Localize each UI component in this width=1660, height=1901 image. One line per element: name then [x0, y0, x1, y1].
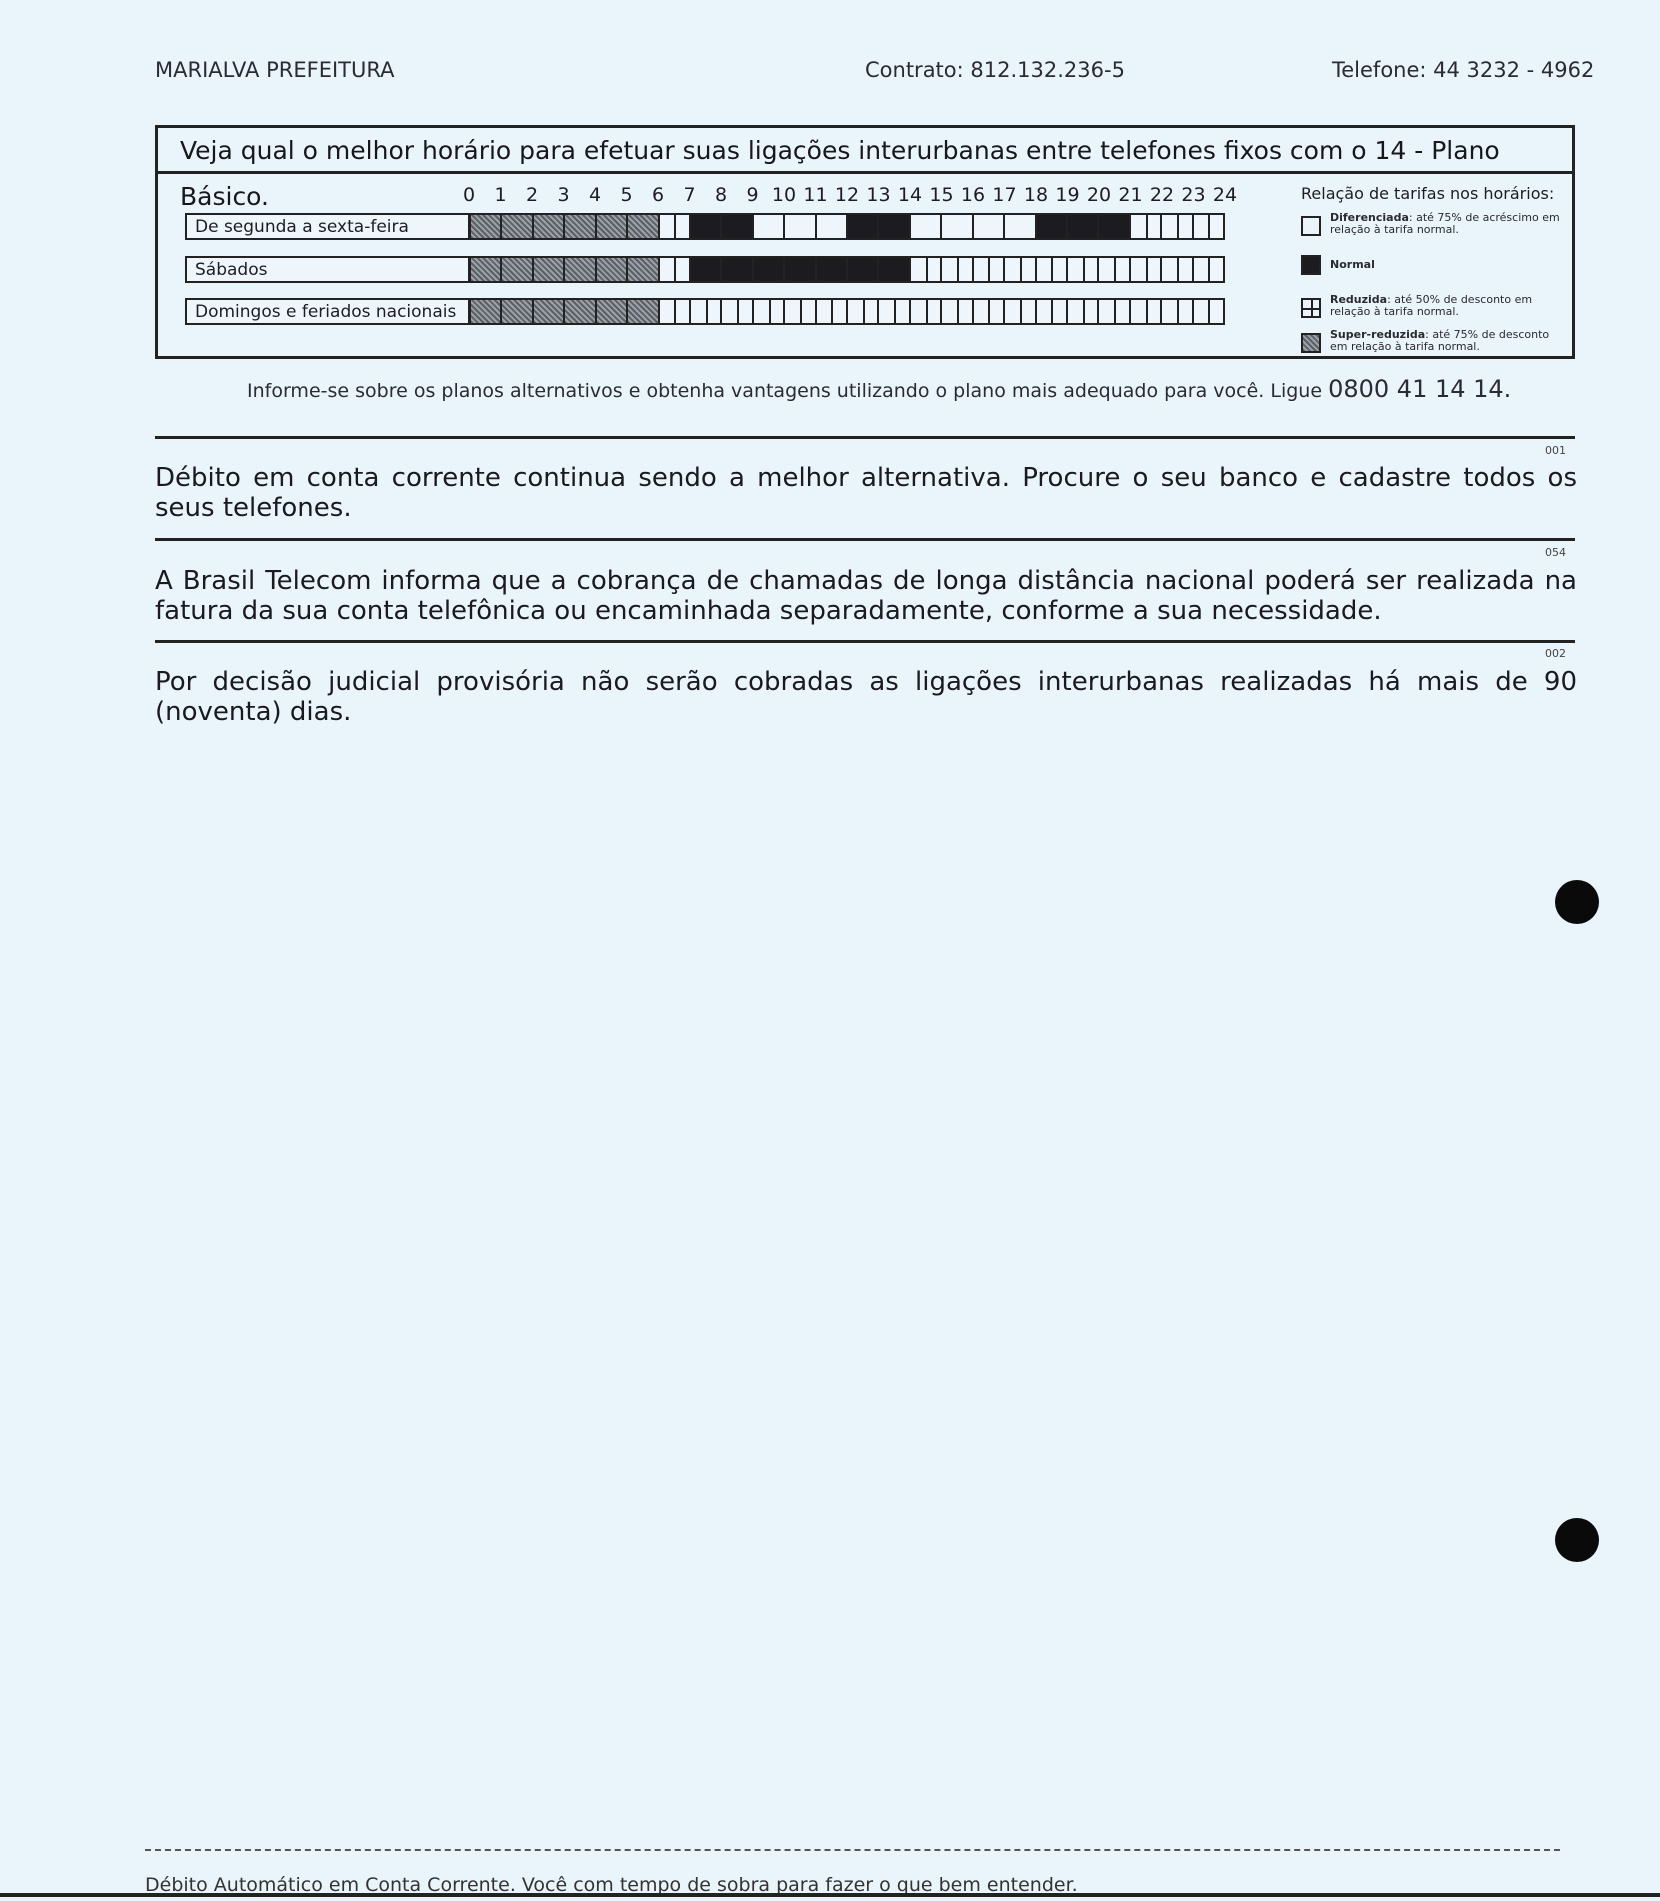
hour-cell — [595, 300, 626, 323]
hour-cell — [720, 258, 751, 281]
hour-label: 24 — [1212, 184, 1238, 206]
hour-label: 16 — [960, 184, 986, 206]
legend-differentiated: Diferenciada: até 75% de acréscimo em relação à tarifa normal. — [1330, 211, 1560, 236]
hour-label: 1 — [494, 184, 507, 206]
hour-label: 8 — [714, 184, 728, 206]
hour-cell — [940, 258, 971, 281]
hour-cell — [846, 215, 877, 238]
hour-cell — [877, 215, 908, 238]
contract-number: Contrato: 812.132.236-5 — [865, 58, 1125, 82]
hour-cell — [1097, 258, 1128, 281]
hour-label: 15 — [929, 184, 954, 206]
hour-cell — [626, 258, 657, 281]
hour-cell — [532, 300, 563, 323]
hour-cell — [1192, 258, 1223, 281]
message-code: 001 — [1545, 444, 1566, 457]
hour-cell — [1097, 215, 1128, 238]
hour-cell — [1003, 300, 1034, 323]
hour-cell — [1003, 258, 1034, 281]
hour-cell — [1066, 258, 1097, 281]
divider — [155, 538, 1575, 541]
hour-label: 14 — [897, 184, 923, 206]
hour-cell — [972, 258, 1003, 281]
hour-cell — [689, 258, 720, 281]
hour-cell — [877, 258, 908, 281]
hour-cell — [471, 258, 500, 281]
message-code: 002 — [1545, 647, 1566, 660]
message-judicial-decision: Por decisão judicial provisória não serão cobradas as ligações interurbanas realizadas há mais de 90 (noventa) dias. — [155, 667, 1577, 727]
punch-hole — [1555, 880, 1599, 924]
message-code: 054 — [1545, 546, 1566, 559]
hour-cell — [1129, 258, 1160, 281]
tariff-schedule-box — [155, 125, 1575, 359]
hour-cell — [658, 300, 689, 323]
hour-label: 2 — [525, 184, 539, 206]
hour-label: 13 — [866, 184, 891, 206]
hour-cell — [815, 258, 846, 281]
hour-cell — [1192, 300, 1223, 323]
plans-phone: 0800 41 14 14. — [1328, 375, 1512, 403]
hour-label: 5 — [620, 184, 633, 206]
hour-label: 12 — [834, 184, 860, 206]
hour-cell — [720, 300, 751, 323]
hour-cell — [1160, 258, 1191, 281]
legend-reduced: Reduzida: até 50% de desconto em relação à tarifa normal. — [1330, 293, 1533, 318]
hour-label: 19 — [1055, 184, 1080, 206]
hour-label: 23 — [1181, 184, 1206, 206]
hour-label: 6 — [651, 184, 665, 206]
hour-label: 21 — [1118, 184, 1143, 206]
row-label-weekdays: De segunda a sexta-feira — [185, 213, 470, 240]
hour-cell — [846, 300, 877, 323]
hour-cell — [689, 300, 720, 323]
company-name: MARIALVA PREFEITURA — [155, 58, 395, 82]
hour-label: 11 — [803, 184, 828, 206]
hour-cell — [783, 215, 814, 238]
hour-cell — [877, 300, 908, 323]
hour-cell — [595, 258, 626, 281]
hour-cell — [815, 300, 846, 323]
hour-label: 18 — [1023, 184, 1049, 206]
reduced-rate-icon — [1301, 298, 1321, 318]
footer-rule — [0, 1893, 1660, 1897]
hour-cell — [595, 215, 626, 238]
hour-cell — [1160, 215, 1191, 238]
hour-cell — [909, 300, 940, 323]
hour-cell — [532, 215, 563, 238]
legend-normal: Normal — [1330, 258, 1375, 271]
divider — [155, 436, 1575, 439]
tear-line — [145, 1849, 1560, 1851]
hour-cell — [658, 215, 689, 238]
hour-cell — [752, 258, 783, 281]
super-reduced-rate-icon — [1301, 333, 1321, 353]
hour-cell — [972, 215, 1003, 238]
schedule-bar-weekdays — [469, 213, 1225, 240]
hour-cell — [972, 300, 1003, 323]
hour-cell — [500, 300, 531, 323]
hour-label: 9 — [746, 184, 759, 206]
hour-cell — [563, 258, 594, 281]
hour-label: 3 — [557, 184, 570, 206]
hour-cell — [1035, 258, 1066, 281]
hour-label: 0 — [462, 184, 476, 206]
normal-rate-icon — [1301, 255, 1321, 275]
hour-cell — [532, 258, 563, 281]
hour-cell — [1035, 300, 1066, 323]
divider — [155, 640, 1575, 643]
hour-scale — [462, 184, 1238, 212]
hour-cell — [909, 215, 940, 238]
phone-number: Telefone: 44 3232 - 4962 — [1332, 58, 1595, 82]
row-label-sundays-holidays: Domingos e feriados nacionais — [185, 298, 470, 325]
hour-cell — [720, 215, 751, 238]
hour-cell — [752, 300, 783, 323]
hour-cell — [1192, 215, 1223, 238]
hour-cell — [626, 215, 657, 238]
hour-cell — [940, 215, 971, 238]
hour-cell — [909, 258, 940, 281]
message-direct-debit: Débito em conta corrente continua sendo a melhor alternativa. Procure o seu banco e cadastre todos os seus telefones. — [155, 463, 1577, 523]
hour-cell — [1097, 300, 1128, 323]
hour-label: 4 — [588, 184, 602, 206]
schedule-bar-saturdays — [469, 256, 1225, 283]
hour-cell — [783, 258, 814, 281]
hour-label: 22 — [1149, 184, 1175, 206]
hour-cell — [563, 300, 594, 323]
hour-cell — [626, 300, 657, 323]
hour-cell — [783, 300, 814, 323]
hour-cell — [500, 258, 531, 281]
legend-title: Relação de tarifas nos horários: — [1301, 184, 1555, 203]
hour-label: 17 — [992, 184, 1017, 206]
hour-cell — [1160, 300, 1191, 323]
hour-label: 10 — [771, 184, 797, 206]
differentiated-rate-icon — [1301, 216, 1321, 236]
hour-label: 7 — [683, 184, 696, 206]
message-long-distance-billing: A Brasil Telecom informa que a cobrança de chamadas de longa distância nacional poderá ser realizada na fatura da sua conta telefônica ou encaminhada separadamente, conforme a sua necessidade. — [155, 566, 1577, 626]
hour-cell — [689, 215, 720, 238]
legend-super-reduced: Super-reduzida: até 75% de desconto em relação à tarifa normal. — [1330, 328, 1550, 353]
plans-info-line: Informe-se sobre os planos alternativos e obtenha vantagens utilizando o plano mais adequado para você. Ligue 0800 41 14 14. — [247, 375, 1512, 403]
hour-cell — [471, 300, 500, 323]
hour-cell — [752, 215, 783, 238]
hour-cell — [815, 215, 846, 238]
hour-cell — [1035, 215, 1066, 238]
footer-message: Débito Automático em Conta Corrente. Você com tempo de sobra para fazer o que bem entender. — [145, 1874, 1078, 1896]
row-label-saturdays: Sábados — [185, 256, 470, 283]
hour-cell — [658, 258, 689, 281]
hour-cell — [1129, 215, 1160, 238]
tariff-title: Veja qual o melhor horário para efetuar suas ligações interurbanas entre telefones fixos com o 14 - Plano Básico. — [158, 128, 1572, 174]
hour-cell — [1003, 215, 1034, 238]
hour-cell — [563, 215, 594, 238]
schedule-bar-sundays-holidays — [469, 298, 1225, 325]
hour-cell — [500, 215, 531, 238]
hour-cell — [1066, 215, 1097, 238]
hour-cell — [1129, 300, 1160, 323]
hour-cell — [846, 258, 877, 281]
hour-cell — [471, 215, 500, 238]
punch-hole — [1555, 1518, 1599, 1562]
hour-cell — [940, 300, 971, 323]
hour-cell — [1066, 300, 1097, 323]
hour-label: 20 — [1086, 184, 1112, 206]
